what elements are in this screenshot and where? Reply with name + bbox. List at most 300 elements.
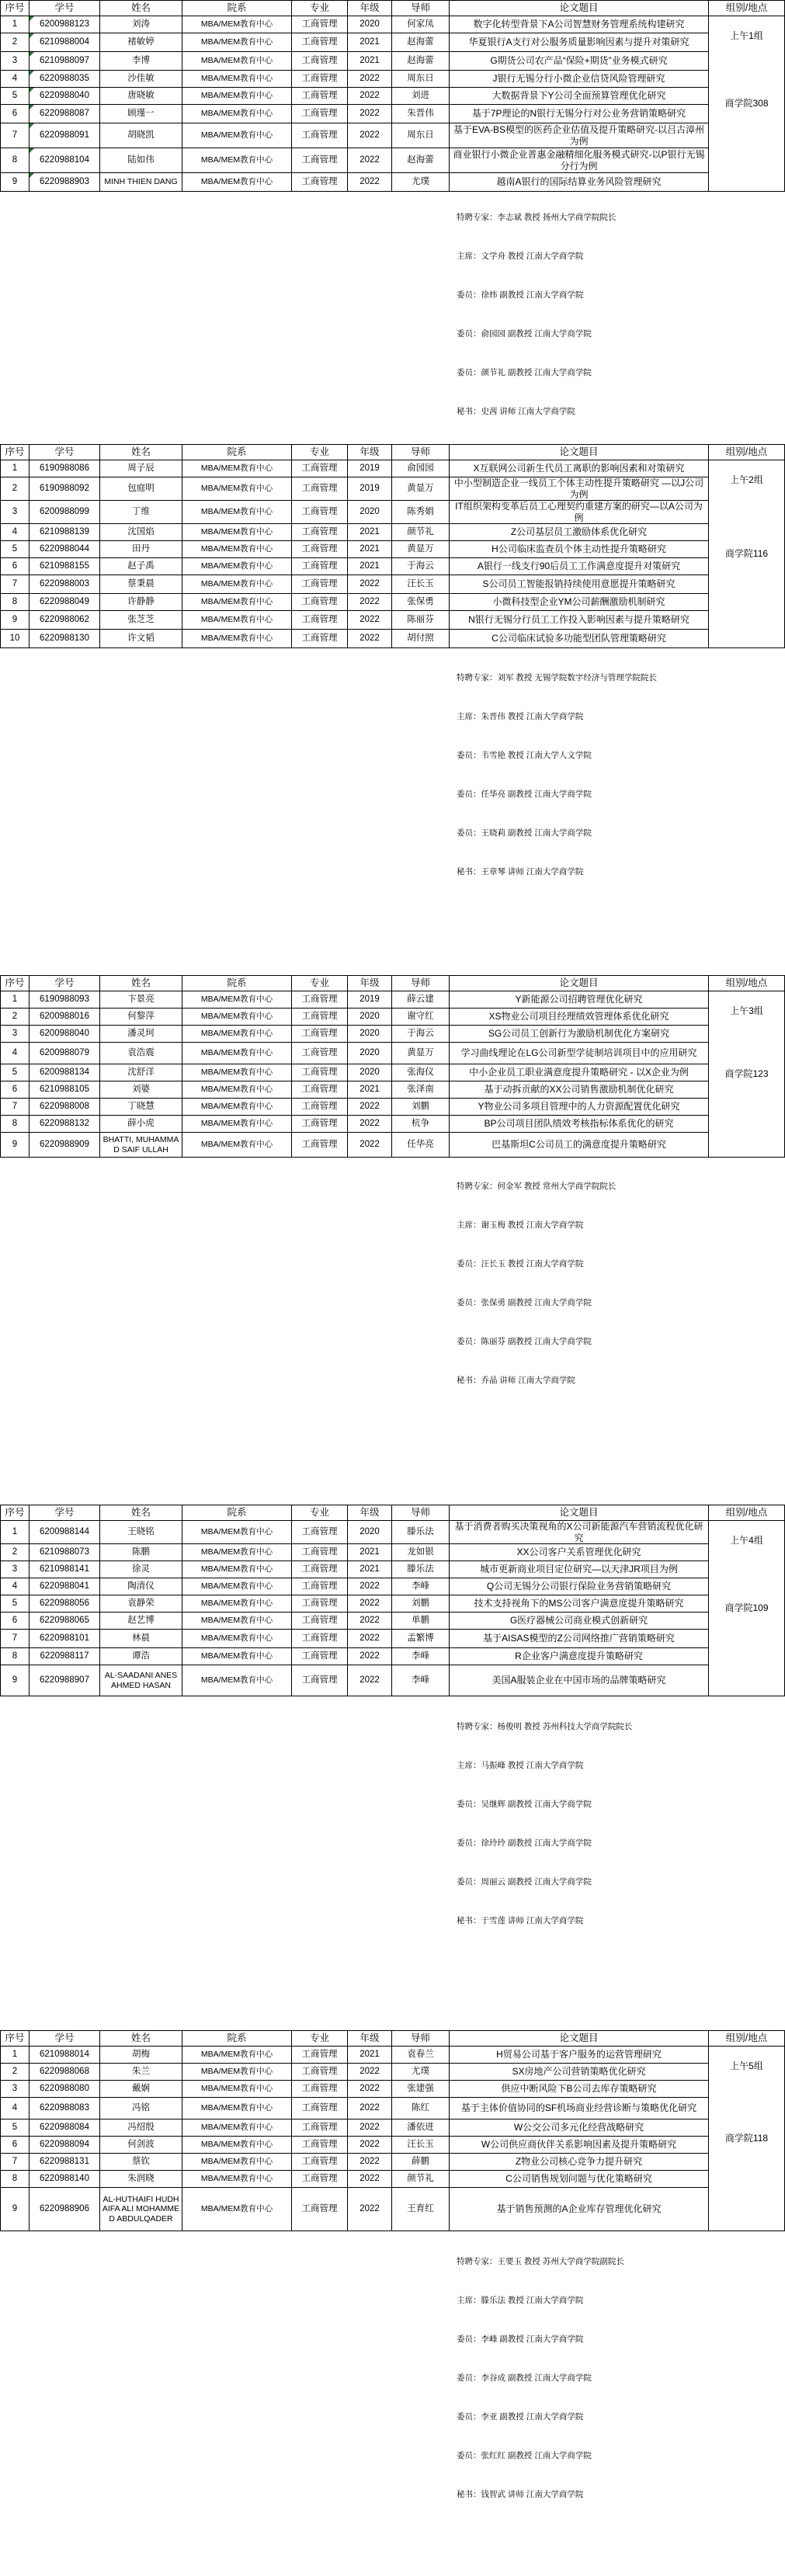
- cell-title: Z物业公司核心竞争力提升研究: [450, 2154, 709, 2171]
- cell-id: 6210988105: [30, 1081, 100, 1099]
- group-location-cell: [709, 2047, 785, 2231]
- cell-id: 6200988040: [30, 1026, 100, 1043]
- column-header: 年级: [348, 976, 392, 991]
- cell-major: 工商管理: [292, 2064, 348, 2081]
- cell-no: 5: [1, 541, 30, 558]
- table-row: [1, 1665, 785, 1696]
- table-row: [1, 1064, 785, 1081]
- cell-dept: MBA/MEM教育中心: [182, 1009, 292, 1026]
- cell-major: 工商管理: [292, 52, 348, 71]
- cell-name: 沙佳敏: [100, 71, 182, 88]
- column-header: 学号: [30, 976, 100, 991]
- cell-no: 1: [1, 460, 30, 477]
- table-row: [1, 630, 785, 648]
- cell-major: 工商管理: [292, 1521, 348, 1544]
- column-header: 专业: [292, 2031, 348, 2047]
- cell-dept: MBA/MEM教育中心: [182, 1578, 292, 1595]
- cell-grade: 2020: [348, 1064, 392, 1081]
- committee-member-line: 委员：李峰 副教授 江南大学商学院: [457, 2335, 584, 2344]
- committee-member-line: 委员：徐炜 副教授 江南大学商学院: [457, 290, 584, 300]
- table-row: [1, 594, 785, 611]
- cell-name: 蔡钦: [100, 2154, 182, 2171]
- cell-title: 数字化转型背景下A公司智慧财务管理系统构建研究: [450, 16, 709, 33]
- column-header: 院系: [182, 1, 292, 16]
- cell-major: 工商管理: [292, 991, 348, 1009]
- cell-no: 3: [1, 52, 30, 71]
- cell-title: 基于EVA-BS模型的医药企业估值及提升策略研究-以吕古漳州为例: [450, 123, 709, 148]
- cell-dept: MBA/MEM教育中心: [182, 1544, 292, 1561]
- cell-no: 10: [1, 630, 30, 648]
- table-row: [1, 524, 785, 541]
- cell-advisor: 朱晋伟: [392, 105, 450, 123]
- cell-grade: 2022: [348, 1648, 392, 1665]
- cell-no: 9: [1, 611, 30, 630]
- cell-title: 商业银行小微企业普惠金融精细化服务模式研究-以P银行无锡分行为例: [450, 148, 709, 173]
- cell-title: SG公司员工创新行为激励机制优化方案研究: [450, 1026, 709, 1043]
- cell-no: 7: [1, 575, 30, 594]
- cell-title: C公司临床试验多功能型团队管理策略研究: [450, 630, 709, 648]
- cell-id: 6210988155: [30, 558, 100, 575]
- cell-grade: 2022: [348, 1665, 392, 1696]
- cell-dept: MBA/MEM教育中心: [182, 524, 292, 541]
- session-group: [0, 444, 785, 648]
- table-row: [1, 1595, 785, 1613]
- cell-dept: MBA/MEM教育中心: [182, 1116, 292, 1133]
- cell-major: 工商管理: [292, 173, 348, 192]
- table-row: [1, 1544, 785, 1561]
- cell-no: 9: [1, 173, 30, 192]
- column-header: 序号: [1, 445, 30, 460]
- cell-major: 工商管理: [292, 630, 348, 648]
- cell-advisor: 谢守红: [392, 1009, 450, 1026]
- cell-no: 3: [1, 501, 30, 524]
- defense-schedule-table: [0, 2030, 785, 2231]
- cell-id: 6200988123: [30, 16, 100, 33]
- column-header: 学号: [30, 1505, 100, 1521]
- cell-dept: MBA/MEM教育中心: [182, 477, 292, 501]
- cell-grade: 2021: [348, 52, 392, 71]
- cell-name: 沈国焰: [100, 524, 182, 541]
- cell-advisor: 尤璞: [392, 173, 450, 192]
- column-header: 组别/地点: [709, 1, 785, 16]
- group-location-cell: [709, 16, 785, 192]
- cell-title: W公交公司多元化经营战略研究: [450, 2119, 709, 2137]
- column-header: 姓名: [100, 2031, 182, 2047]
- cell-advisor: 王育红: [392, 2188, 450, 2231]
- cell-title: XS物业公司项目经理绩效管理体系优化研究: [450, 1009, 709, 1026]
- cell-grade: 2022: [348, 2064, 392, 2081]
- cell-advisor: 周东日: [392, 71, 450, 88]
- table-row: [1, 173, 785, 192]
- cell-major: 工商管理: [292, 105, 348, 123]
- cell-no: 4: [1, 2098, 30, 2119]
- cell-id: 6220988062: [30, 611, 100, 630]
- table-row: [1, 1081, 785, 1099]
- committee-member-line: 委员：李谷成 副教授 江南大学商学院: [457, 2373, 592, 2383]
- cell-name: 何剑波: [100, 2137, 182, 2154]
- cell-dept: MBA/MEM教育中心: [182, 1521, 292, 1544]
- cell-grade: 2021: [348, 1544, 392, 1561]
- table-row: [1, 2154, 785, 2171]
- cell-name: 冯铭: [100, 2098, 182, 2119]
- cell-title: 美国A服装企业在中国市场的品牌策略研究: [450, 1665, 709, 1696]
- cell-id: 6220988044: [30, 541, 100, 558]
- cell-id: 6220988131: [30, 2154, 100, 2171]
- table-row: [1, 1043, 785, 1064]
- table-row: [1, 991, 785, 1009]
- cell-dept: MBA/MEM教育中心: [182, 541, 292, 558]
- session-group: [0, 0, 785, 192]
- cell-advisor: 薛云建: [392, 991, 450, 1009]
- committee-member-line: 主席：马振峰 教授 江南大学商学院: [457, 1761, 584, 1770]
- cell-title: XX公司客户关系管理优化研究: [450, 1544, 709, 1561]
- cell-name: 何黎萍: [100, 1009, 182, 1026]
- cell-name: 朱兰: [100, 2064, 182, 2081]
- cell-id: 6200988134: [30, 1064, 100, 1081]
- cell-id: 6220988132: [30, 1116, 100, 1133]
- cell-id: 6220988068: [30, 2064, 100, 2081]
- cell-grade: 2022: [348, 148, 392, 173]
- cell-dept: MBA/MEM教育中心: [182, 1026, 292, 1043]
- cell-id: 6220988084: [30, 2119, 100, 2137]
- cell-name: 周子辰: [100, 460, 182, 477]
- cell-major: 工商管理: [292, 594, 348, 611]
- cell-title: 供应中断风险下B公司去库存策略研究: [450, 2081, 709, 2098]
- table-row: [1, 1009, 785, 1026]
- cell-advisor: 赵海蕾: [392, 52, 450, 71]
- cell-id: 6210988139: [30, 524, 100, 541]
- column-header: 论文题目: [450, 2031, 709, 2047]
- cell-id: 6190988086: [30, 460, 100, 477]
- cell-id: 6220988041: [30, 1578, 100, 1595]
- cell-major: 工商管理: [292, 2154, 348, 2171]
- cell-major: 工商管理: [292, 1630, 348, 1648]
- cell-name: 谭浩: [100, 1648, 182, 1665]
- column-header: 组别/地点: [709, 976, 785, 991]
- column-header: 年级: [348, 445, 392, 460]
- cell-id: 6220988056: [30, 1595, 100, 1613]
- table-row: [1, 2119, 785, 2137]
- cell-grade: 2022: [348, 1133, 392, 1158]
- cell-name: 胡梅: [100, 2047, 182, 2064]
- table-row: [1, 105, 785, 123]
- cell-grade: 2020: [348, 1521, 392, 1544]
- cell-name: 胡晓凯: [100, 123, 182, 148]
- cell-dept: MBA/MEM教育中心: [182, 2154, 292, 2171]
- cell-major: 工商管理: [292, 2047, 348, 2064]
- cell-id: 6220988130: [30, 630, 100, 648]
- committee-member-line: 秘书：乔晶 讲师 江南大学商学院: [457, 1376, 575, 1385]
- cell-dept: MBA/MEM教育中心: [182, 1064, 292, 1081]
- cell-grade: 2021: [348, 558, 392, 575]
- cell-no: 4: [1, 71, 30, 88]
- cell-id: 6220988003: [30, 575, 100, 594]
- cell-id: 6220988907: [30, 1665, 100, 1696]
- cell-major: 工商管理: [292, 148, 348, 173]
- committee-member-line: 秘书：王章琴 讲师 江南大学商学院: [457, 867, 584, 877]
- cell-title: 基于动拆贡献的XX公司销售激励机制优化研究: [450, 1081, 709, 1099]
- cell-dept: MBA/MEM教育中心: [182, 460, 292, 477]
- cell-no: 1: [1, 991, 30, 1009]
- column-header: 组别/地点: [709, 1505, 785, 1521]
- column-header: 专业: [292, 1505, 348, 1521]
- cell-no: 3: [1, 2081, 30, 2098]
- cell-advisor: 陈红: [392, 2098, 450, 2119]
- cell-name: 许文韬: [100, 630, 182, 648]
- table-row: [1, 1630, 785, 1648]
- cell-id: 6220988008: [30, 1099, 100, 1116]
- column-header: 姓名: [100, 445, 182, 460]
- cell-no: 5: [1, 88, 30, 105]
- column-header: 序号: [1, 2031, 30, 2047]
- cell-id: 6200988016: [30, 1009, 100, 1026]
- cell-grade: 2022: [348, 630, 392, 648]
- cell-grade: 2022: [348, 88, 392, 105]
- special-expert-line: 特聘专家：何金军 教授 常州大学商学院院长: [457, 1182, 617, 1191]
- cell-grade: 2022: [348, 575, 392, 594]
- cell-grade: 2022: [348, 1116, 392, 1133]
- cell-grade: 2021: [348, 2047, 392, 2064]
- cell-name: 褚敏婷: [100, 33, 182, 52]
- cell-title: 小微科技型企业YM公司薪酬激励机制研究: [450, 594, 709, 611]
- defense-schedule-table: [0, 1505, 785, 1696]
- cell-dept: MBA/MEM教育中心: [182, 558, 292, 575]
- cell-dept: MBA/MEM教育中心: [182, 16, 292, 33]
- table-row: [1, 71, 785, 88]
- cell-name: 刘婆: [100, 1081, 182, 1099]
- special-expert-line: 特聘专家：刘军 教授 无锡学院数字经济与管理学院院长: [457, 673, 657, 682]
- cell-major: 工商管理: [292, 501, 348, 524]
- cell-id: 6220988094: [30, 2137, 100, 2154]
- cell-id: 6210988073: [30, 1544, 100, 1561]
- column-header: 专业: [292, 976, 348, 991]
- cell-advisor: 于海云: [392, 558, 450, 575]
- cell-title: R企业客户满意度提升策略研究: [450, 1648, 709, 1665]
- cell-no: 1: [1, 2047, 30, 2064]
- cell-id: 6200988079: [30, 1043, 100, 1064]
- cell-title: C公司销售规划问题与优化策略研究: [450, 2171, 709, 2188]
- group-label: 上午4组: [730, 1535, 763, 1546]
- cell-major: 工商管理: [292, 2137, 348, 2154]
- committee-member-line: 委员：颜节礼 副教授 江南大学商学院: [457, 368, 592, 377]
- table-header-row: [1, 1, 785, 16]
- committee-member-line: 秘书：于雪莲 讲师 江南大学商学院: [457, 1916, 584, 1925]
- cell-grade: 2022: [348, 611, 392, 630]
- cell-no: 6: [1, 2137, 30, 2154]
- column-header: 序号: [1, 976, 30, 991]
- column-header: 院系: [182, 2031, 292, 2047]
- table-row: [1, 1521, 785, 1544]
- cell-major: 工商管理: [292, 33, 348, 52]
- cell-title: 学习曲线理论在LG公司新型学徒制培训项目中的应用研究: [450, 1043, 709, 1064]
- cell-grade: 2022: [348, 2119, 392, 2137]
- cell-title: BP公司项目团队绩效考核指标体系优化的研究: [450, 1116, 709, 1133]
- table-header-row: [1, 2031, 785, 2047]
- cell-advisor: 张泽南: [392, 1081, 450, 1099]
- cell-id: 6220988049: [30, 594, 100, 611]
- table-header-row: [1, 976, 785, 991]
- committee-member-line: 委员：张红红 副教授 江南大学商学院: [457, 2451, 592, 2460]
- cell-major: 工商管理: [292, 2171, 348, 2188]
- cell-dept: MBA/MEM教育中心: [182, 2137, 292, 2154]
- column-header: 年级: [348, 1, 392, 16]
- cell-no: 2: [1, 2064, 30, 2081]
- cell-name: MINH THIEN DANG: [100, 173, 182, 192]
- cell-grade: 2020: [348, 1026, 392, 1043]
- cell-name: 沈舒洋: [100, 1064, 182, 1081]
- committee-member-line: 主席：谢玉梅 教授 江南大学商学院: [457, 1220, 584, 1230]
- cell-no: 7: [1, 1630, 30, 1648]
- column-header: 学号: [30, 445, 100, 460]
- cell-advisor: 周东日: [392, 123, 450, 148]
- cell-grade: 2021: [348, 33, 392, 52]
- cell-name: AL-SAADANI ANES AHMED HASAN: [100, 1665, 182, 1696]
- cell-dept: MBA/MEM教育中心: [182, 1133, 292, 1158]
- cell-no: 2: [1, 1544, 30, 1561]
- column-header: 院系: [182, 1505, 292, 1521]
- cell-title: Z公司基层员工激励体系优化研究: [450, 524, 709, 541]
- cell-no: 8: [1, 148, 30, 173]
- cell-no: 7: [1, 123, 30, 148]
- cell-major: 工商管理: [292, 2081, 348, 2098]
- cell-no: 6: [1, 558, 30, 575]
- cell-grade: 2022: [348, 1613, 392, 1630]
- cell-dept: MBA/MEM教育中心: [182, 611, 292, 630]
- cell-title: S公司员工智能报销持续使用意愿提升策略研究: [450, 575, 709, 594]
- cell-grade: 2022: [348, 2137, 392, 2154]
- cell-advisor: 滕乐法: [392, 1561, 450, 1578]
- cell-name: 丁维: [100, 501, 182, 524]
- committee-member-line: 主席：文学舟 教授 江南大学商学院: [457, 252, 584, 261]
- group-label: 上午1组: [730, 30, 763, 41]
- cell-advisor: 于海云: [392, 1026, 450, 1043]
- cell-no: 5: [1, 1064, 30, 1081]
- cell-name: 薛小虎: [100, 1116, 182, 1133]
- column-header: 姓名: [100, 976, 182, 991]
- cell-no: 4: [1, 1043, 30, 1064]
- committee-member-line: 委员：俞园园 副教授 江南大学商学院: [457, 329, 592, 338]
- column-header: 序号: [1, 1, 30, 16]
- cell-major: 工商管理: [292, 71, 348, 88]
- cell-title: H公司临床监查员个体主动性提升策略研究: [450, 541, 709, 558]
- cell-advisor: 袁春兰: [392, 2047, 450, 2064]
- cell-title: 基于7P理论的N银行无锡分行对公业务营销策略研究: [450, 105, 709, 123]
- cell-grade: 2021: [348, 1561, 392, 1578]
- cell-name: 朱润晓: [100, 2171, 182, 2188]
- column-header: 院系: [182, 445, 292, 460]
- cell-name: 陆如伟: [100, 148, 182, 173]
- cell-grade: 2022: [348, 2098, 392, 2119]
- cell-no: 9: [1, 1133, 30, 1158]
- cell-id: 6220988065: [30, 1613, 100, 1630]
- cell-name: 王晓铭: [100, 1521, 182, 1544]
- group-location: 商学院116: [724, 548, 769, 560]
- table-row: [1, 2098, 785, 2119]
- cell-dept: MBA/MEM教育中心: [182, 2119, 292, 2137]
- table-row: [1, 2171, 785, 2188]
- cell-advisor: 刘进: [392, 88, 450, 105]
- column-header: 组别/地点: [709, 2031, 785, 2047]
- cell-no: 8: [1, 2171, 30, 2188]
- cell-id: 6190988093: [30, 991, 100, 1009]
- cell-id: 6210988097: [30, 52, 100, 71]
- cell-id: 6210988014: [30, 2047, 100, 2064]
- cell-id: 6220988909: [30, 1133, 100, 1158]
- cell-grade: 2022: [348, 1630, 392, 1648]
- cell-advisor: 刘鹏: [392, 1099, 450, 1116]
- cell-dept: MBA/MEM教育中心: [182, 71, 292, 88]
- cell-grade: 2019: [348, 991, 392, 1009]
- table-row: [1, 16, 785, 33]
- special-expert-line: 特聘专家：王要玉 教授 苏州大学商学院副院长: [457, 2257, 624, 2266]
- table-row: [1, 2064, 785, 2081]
- cell-major: 工商管理: [292, 1026, 348, 1043]
- cell-advisor: 张海仪: [392, 1064, 450, 1081]
- cell-major: 工商管理: [292, 1648, 348, 1665]
- cell-title: IT组织架构变革后员工心理契约重建方案的研究—以A公司为例: [450, 501, 709, 524]
- table-header-row: [1, 1505, 785, 1521]
- cell-name: 赵子禹: [100, 558, 182, 575]
- cell-grade: 2021: [348, 524, 392, 541]
- table-row: [1, 1613, 785, 1630]
- cell-title: 城市更新商业项目定位研究—以天津JR项目为例: [450, 1561, 709, 1578]
- cell-title: H贸易公司基于客户服务的运营管理研究: [450, 2047, 709, 2064]
- cell-major: 工商管理: [292, 1665, 348, 1696]
- cell-name: BHATTI, MUHAMMAD SAIF ULLAH: [100, 1133, 182, 1158]
- cell-dept: MBA/MEM教育中心: [182, 1595, 292, 1613]
- cell-id: 6220988083: [30, 2098, 100, 2119]
- cell-grade: 2022: [348, 1595, 392, 1613]
- cell-no: 8: [1, 1648, 30, 1665]
- cell-dept: MBA/MEM教育中心: [182, 501, 292, 524]
- cell-title: A银行一线支行90后员工工作满意度提升对策研究: [450, 558, 709, 575]
- cell-advisor: 俞园园: [392, 460, 450, 477]
- cell-major: 工商管理: [292, 1544, 348, 1561]
- table-row: [1, 2188, 785, 2231]
- cell-dept: MBA/MEM教育中心: [182, 33, 292, 52]
- table-row: [1, 541, 785, 558]
- group-label: 上午2组: [730, 474, 763, 485]
- cell-id: 6220988104: [30, 148, 100, 173]
- cell-advisor: 李峰: [392, 1665, 450, 1696]
- cell-major: 工商管理: [292, 1613, 348, 1630]
- cell-no: 4: [1, 1578, 30, 1595]
- cell-name: 张芝芝: [100, 611, 182, 630]
- defense-schedule-table: [0, 444, 785, 648]
- column-header: 姓名: [100, 1505, 182, 1521]
- column-header: 导师: [392, 976, 450, 991]
- table-row: [1, 2047, 785, 2064]
- cell-advisor: 颜节礼: [392, 2171, 450, 2188]
- cell-no: 5: [1, 2119, 30, 2137]
- cell-id: 6220988087: [30, 105, 100, 123]
- cell-title: 基于消费者购买决策视角的X公司新能源汽车营销流程优化研究: [450, 1521, 709, 1544]
- column-header: 序号: [1, 1505, 30, 1521]
- cell-id: 6220988091: [30, 123, 100, 148]
- cell-advisor: 汪长玉: [392, 2137, 450, 2154]
- cell-name: 顾瑾一: [100, 105, 182, 123]
- cell-name: 许静静: [100, 594, 182, 611]
- cell-grade: 2021: [348, 1081, 392, 1099]
- cell-advisor: 尤璞: [392, 2064, 450, 2081]
- committee-member-line: 委员：韦雪艳 教授 江南大学人文学院: [457, 751, 592, 760]
- column-header: 专业: [292, 1, 348, 16]
- cell-name: 刘涛: [100, 16, 182, 33]
- special-expert-line: 特聘专家：杨俊明 教授 苏州科技大学商学院院长: [457, 1722, 633, 1731]
- cell-dept: MBA/MEM教育中心: [182, 594, 292, 611]
- cell-advisor: 颜节礼: [392, 524, 450, 541]
- cell-dept: MBA/MEM教育中心: [182, 2047, 292, 2064]
